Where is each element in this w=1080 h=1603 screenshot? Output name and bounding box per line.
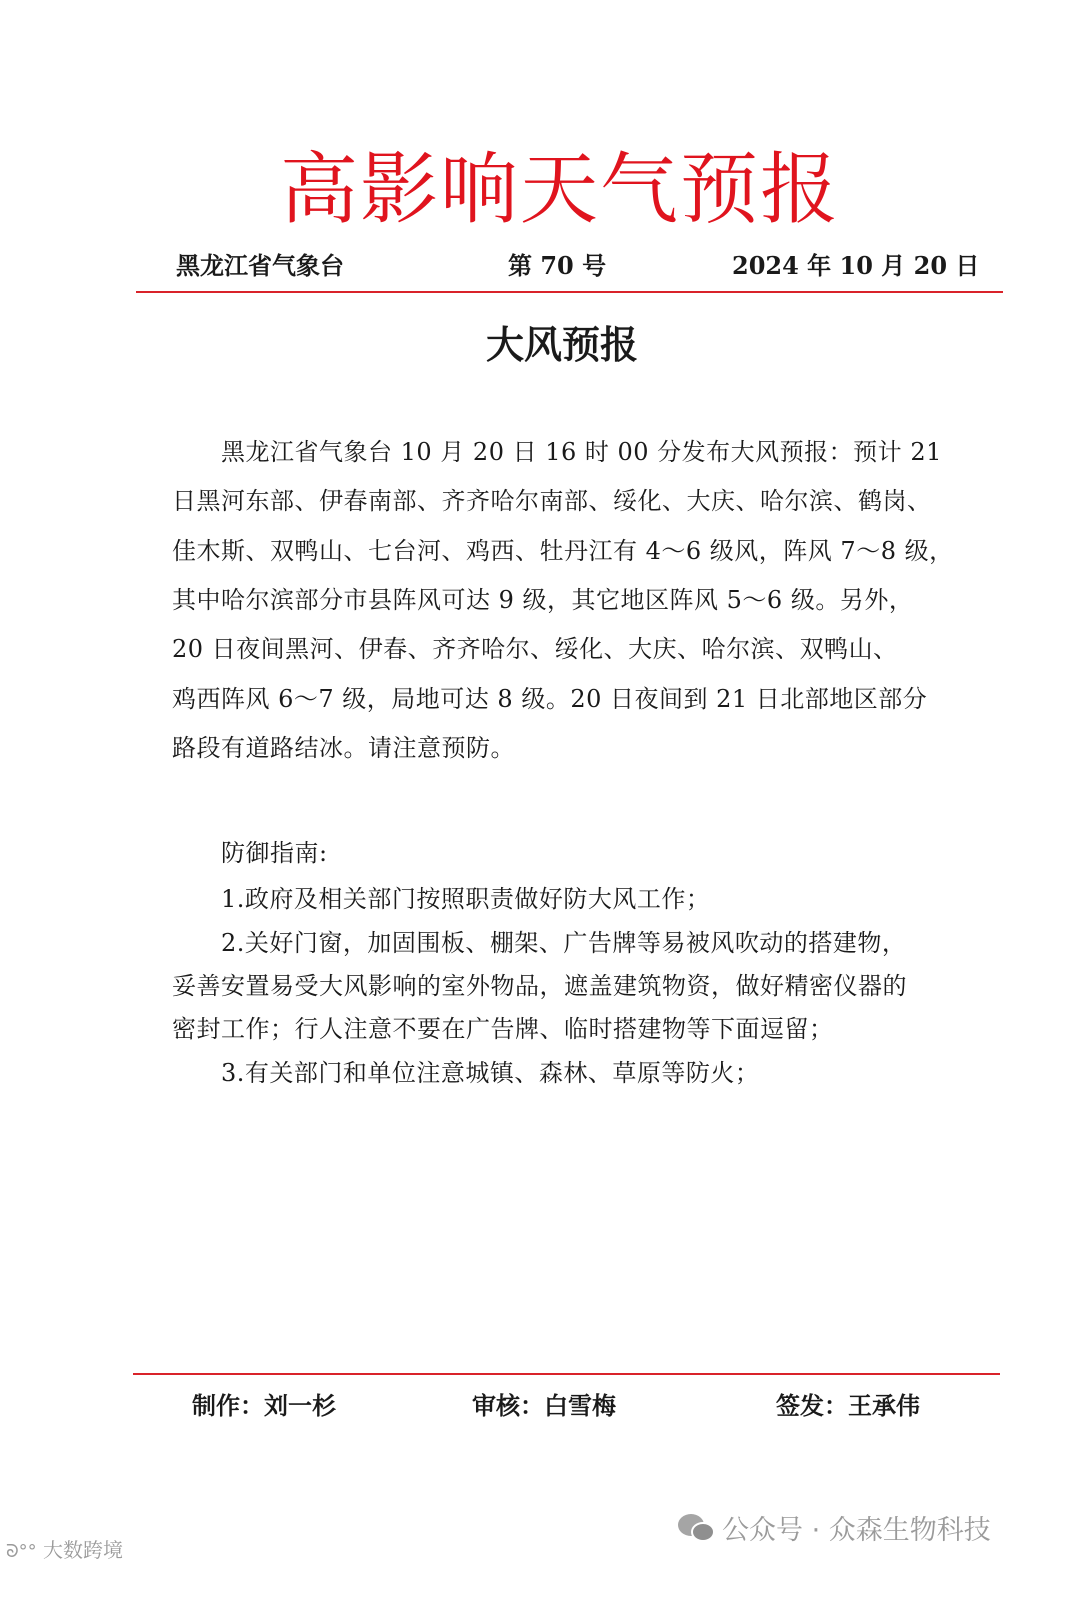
body-line: 鸡西阵风 6～7 级，局地可达 8 级。20 日夜间到 21 日北部地区部分: [172, 684, 928, 713]
guide-line: 2.关好门窗，加固围板、棚架、广告牌等易被风吹动的搭建物，: [172, 929, 907, 957]
reviewer: 审核：白雪梅: [472, 1391, 616, 1420]
watermark-right: 公众号 · 众森生物科技: [676, 1508, 991, 1547]
document-title: 高影响天气预报: [279, 145, 840, 235]
issuer: 黑龙江省气象台: [176, 251, 344, 280]
body-line: 其中哈尔滨部分市县阵风可达 9 级，其它地区阵风 5～6 级。另外，: [172, 585, 914, 614]
guide-line: 妥善安置易受大风影响的室外物品，遮盖建筑物资，做好精密仪器的: [172, 972, 907, 1000]
body-line: 黑龙江省气象台 10 月 20 日 16 时 00 分发布大风预报：预计 21: [172, 438, 942, 466]
issue-number: 第 70 号: [508, 251, 607, 280]
body-line: 佳木斯、双鸭山、七台河、鸡西、牡丹江有 4～6 级风，阵风 7～8 级，: [172, 536, 954, 565]
signer: 签发：王承伟: [776, 1391, 920, 1420]
header-divider: [136, 291, 1003, 293]
guide-line: 3.有关部门和单位注意城镇、森林、草原等防火；: [172, 1059, 760, 1087]
guide-line: 密封工作；行人注意不要在广告牌、临时搭建物等下面逗留；: [172, 1015, 834, 1043]
footer-divider: [133, 1373, 1000, 1375]
maker: 制作：刘一杉: [192, 1391, 336, 1420]
body-line: 路段有道路结冰。请注意预防。: [172, 733, 515, 762]
body-line: 20 日夜间黑河、伊春、齐齐哈尔、绥化、大庆、哈尔滨、双鸭山、: [172, 635, 898, 664]
watermark-left: ᘐ°° 大数跨境: [6, 1538, 124, 1562]
wechat-icon: [676, 1511, 716, 1545]
guide-line: 防御指南:: [172, 839, 328, 867]
issue-date: 2024 年 10 月 20 日: [732, 251, 980, 280]
body-line: 日黑河东部、伊春南部、齐齐哈尔南部、绥化、大庆、哈尔滨、鹤岗、: [172, 487, 932, 516]
logo-icon: ᘐ°°: [6, 1541, 37, 1562]
forecast-subtitle: 大风预报: [485, 323, 638, 367]
guide-line: 1.政府及相关部门按照职责做好防大风工作；: [172, 885, 711, 913]
